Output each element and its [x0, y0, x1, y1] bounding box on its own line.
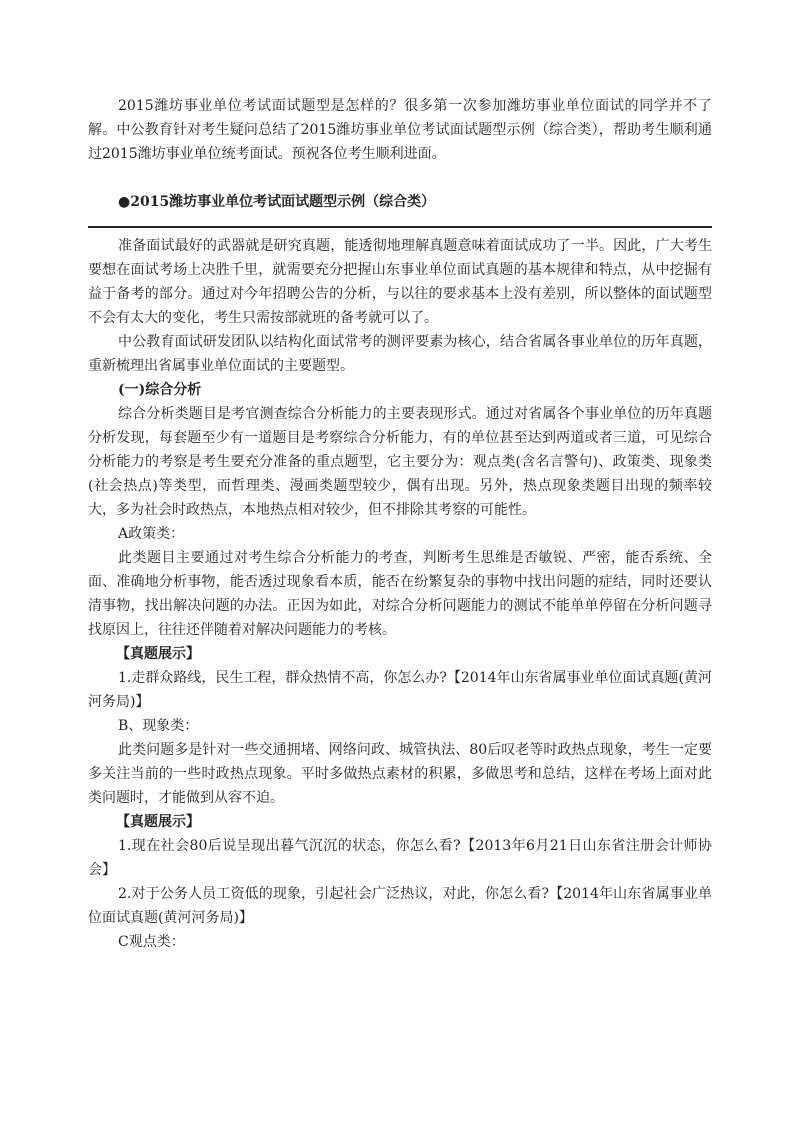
real-question-tag-1: 【真题展示】: [116, 646, 200, 662]
paragraph-3: 综合分析类题目是考官测查综合分析能力的主要表现形式。通过对省属各个事业单位的历年真题分析发现，每套题至少有一道题目是考察综合分析能力，有的单位甚至达到两道或者三道，可见综合分析能力的考察是考生要充分准备的重点题型，它主要分为：观点类(含名言警句)、政策类、现象类(社会热点)等类型，而哲理类、漫画类题型较少，偶有出现。另外，热点现象类题目出现的频率较大，多为社会时政热点，本地热点相对较少，但不排除其考察的可能性。: [88, 406, 712, 518]
question-1: 1.走群众路线，民生工程，群众热情不高，你怎么办?【2014年山东省属事业单位面试真题(黄河河务局)】: [88, 670, 712, 710]
paragraph-2: 中公教育面试研发团队以结构化面试常考的测评要素为核心，结合省属各事业单位的历年真题，重新梳理出省属事业单位面试的主要题型。: [88, 334, 712, 374]
paragraph-1: 准备面试最好的武器就是研究真题，能透彻地理解真题意味着面试成功了一半。因此，广大考生要想在面试考场上决胜千里，就需要充分把握山东事业单位面试真题的基本规律和特点，从中挖掘有益于备考的部分。通过对今年招聘公告的分析，与以往的要求基本上没有差别，所以整体的面试题型不会有太大的变化，考生只需按部就班的备考就可以了。: [88, 238, 712, 326]
section-title: ●2015潍坊事业单位考试面试题型示例（综合类）: [118, 194, 436, 210]
section-divider: [88, 226, 712, 228]
paragraph-4: 此类题目主要通过对考生综合分析能力的考查，判断考生思维是否敏锐、严密，能否系统、全面、准确地分析事物，能否透过现象看本质，能否在纷繁复杂的事物中找出问题的症结，同时还要认清事物，找出解决问题的办法。正因为如此，对综合分析问题能力的测试不能单单停留在分析问题寻找原因上，往往还伴随着对解决问题能力的考核。: [88, 550, 712, 638]
type-b-heading: B、现象类：: [118, 718, 199, 734]
document-page: [88, 94, 712, 954]
intro-paragraph: 2015潍坊事业单位考试面试题型是怎样的？很多第一次参加潍坊事业单位面试的同学并不了解。中公教育针对考生疑问总结了2015潍坊事业单位考试面试题型示例（综合类），帮助考生顺利通过2015潍坊事业单位统考面试。预祝各位考生顺利进面。: [88, 98, 712, 162]
paragraph-5: 此类问题多是针对一些交通拥堵、网络问政、城管执法、80后叹老等时政热点现象，考生一定要多关注当前的一些时政热点现象。平时多做热点素材的积累，多做思考和总结，这样在考场上面对此类问题时，才能做到从容不迫。: [88, 742, 712, 806]
real-question-tag-2: 【真题展示】: [116, 814, 200, 830]
type-c-heading: C观点类：: [118, 934, 185, 950]
question-2: 1.现在社会80后说呈现出暮气沉沉的状态，你怎么看?【2013年6月21日山东省注册会计师协会】: [88, 838, 712, 878]
subheading-comprehensive-analysis: (一)综合分析: [118, 382, 202, 398]
question-3: 2.对于公务人员工资低的现象，引起社会广泛热议，对此，你怎么看?【2014年山东省属事业单位面试真题(黄河河务局)】: [88, 886, 712, 926]
type-a-heading: A政策类：: [118, 526, 185, 542]
